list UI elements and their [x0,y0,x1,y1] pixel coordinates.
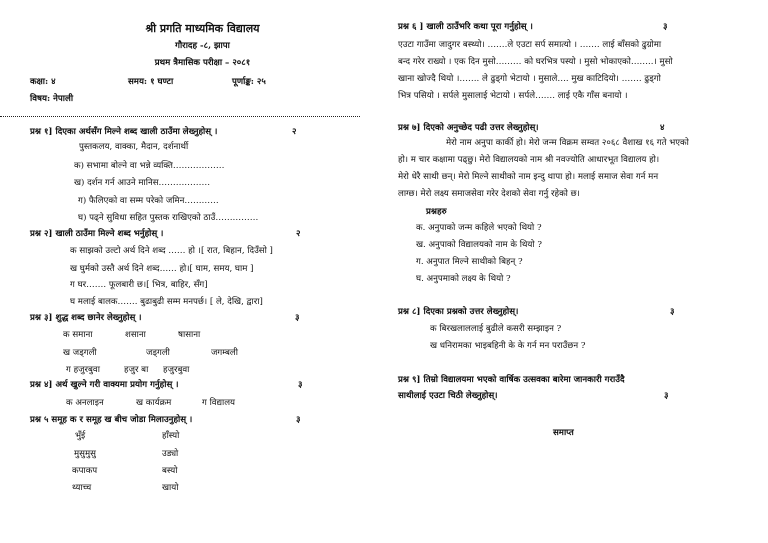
school-name: श्री प्रगति माध्यमिक विद्यालय [145,22,260,35]
q1-item: क) सभामा बोल्ने वा भन्ने व्यक्ति……………… [74,161,225,171]
q8-title: प्रश्न ८] दिएका प्रश्नको उत्तर लेख्नुहोस्। [398,307,519,317]
q7-questions-label: प्रश्नहरु [426,207,447,217]
q5-group-b-item: उड्यो [162,449,179,459]
q7-marks: ४ [660,123,665,133]
q9-title: प्रश्न ९] तिम्रो विद्यालयमा भएको वार्षिक उत्सवका बारेमा जानकारी गराउँदै [398,375,625,385]
q8-question: ख धनिरामका भाइबहिनी के के गर्न मन पराउँछन ? [430,341,586,351]
q5-group-b-item: बस्यो [162,466,178,476]
q3-option: जड्गली [146,348,170,358]
q9-title-cont: साथीलाई एउटा चिठी लेख्नुहोस्। [398,391,498,401]
q2-title: प्रश्न २] खाली ठाउँमा मिल्ने शब्द भर्नुहोस् । [30,229,164,239]
time-label: समय: १ घण्टा [128,77,174,87]
q3-option: हजुरबुवा [163,365,190,375]
exam-title: प्रथम त्रैमासिक परीक्षा – २०८१ [154,58,251,68]
q3-title: प्रश्न ३] शुद्ध शब्द छानेर लेख्नुहोस् । [30,313,142,323]
q7-question: क. अनुपाको जन्म कहिले भएको थियो ? [416,223,542,233]
q6-title: प्रश्न ६ ] खाली ठाउँभरि कथा पूरा गर्नुहोस् । [398,22,533,32]
q3-option: ख जड्गली [63,348,97,358]
q7-question: घ. अनुपमाको लक्ष्य के थियो ? [416,274,511,284]
q5-group-a-item: भुँई [75,431,86,441]
q6-story-line: भित्र पसियो । सर्पले मुसालाई भेटायो । सर्पले……. लाई एकै गाँस बनायो । [398,91,628,101]
q1-item: ग) फैलिएको वा सम्म परेको जमिन………… [78,196,219,206]
q6-marks: ३ [663,22,668,32]
q5-group-b-item: खायो [162,483,179,493]
q4-marks: ३ [298,380,303,390]
q4-title: प्रश्न ४] अर्थ खुल्ने गरी वाक्यमा प्रयोग गर्नुहोस् । [30,380,179,390]
full-marks-label: पूर्णाङ्क: २५ [232,77,266,87]
q5-group-a-item: मुसुमुसु [74,449,96,459]
q7-question: ग. अनुपात मिल्ने साथीको बिहन् ? [416,257,523,267]
q7-passage-line: मेरो नाम अनुपा कार्की हो। मेरो जन्म विक्रम सम्वत २०६८ वैशाख १६ गते भएको [446,138,689,148]
q3-marks: ३ [295,313,300,323]
q1-word-bank: पुस्तकलय, वाक्‍का, मैदान, दर्शनार्थी [79,142,189,152]
q1-title: प्रश्न १] दिएका अर्थसँग मिल्ने शब्द खाली ठाउँमा लेख्नुहोस् । [30,127,218,137]
q5-marks: ३ [296,415,301,425]
q4-item: ग विद्यालय [202,398,236,408]
q3-option: ग हजुरबुवा [66,365,100,375]
q3-option: शसाना [125,330,146,340]
q9-marks: ३ [664,391,669,401]
q7-question: ख. अनुपाको विद्यालयको नाम के थियो ? [416,240,542,250]
q5-group-a-item: थ्याच्च [72,483,92,493]
q5-group-a-item: कपाकप [72,466,98,476]
q6-story-line: बन्द गरेर राख्यो । एक दिन मुसो……… को घरभित्र पस्यो । मुसो भोकाएको……..। मुसो [398,57,673,67]
q6-story-line: एउटा गाउँमा जादुगर बस्थ्यो। …….ले एउटा सर्प समात्यो । ……. लाई बाँसको ढुग्रोमा [398,40,662,50]
q3-option: जगम्बली [211,348,238,358]
q1-item: घ) पढ्ने सुविधा सहित पुस्तक राखिएको ठाउँ…………… [78,213,259,223]
q2-item: ग घर……. फूलबारी छ।[ भित्र, बाहिर, सँग] [70,280,208,290]
q1-item: ख) दर्शन गर्न आउने मानिस……………… [74,178,211,188]
school-address: गौरादह -८, झापा [175,41,230,51]
q2-item: ख घुर्मको उस्तै अर्थ दिने शब्द…… हो।[ घाम, समय, घाम ] [70,264,254,274]
q7-passage-line: मेरो धेरै साथी छन्। मेरो मिल्ने साथीको नाम इन्दु थापा हो। मलाई समाज सेवा गर्न मन [398,172,659,182]
q4-item: क अनलाइन [66,398,104,408]
q3-option: हजुर बा [124,365,149,375]
q2-marks: २ [296,229,301,239]
q4-item: ख कार्यक्रम [136,398,172,408]
q7-title: प्रश्न ७] दिएको अनुच्छेद पढी उत्तर लेख्नुहोस्। [398,123,539,133]
q1-marks: २ [292,127,297,137]
q5-title: प्रश्न ५ समूह क र समूह ख बीच जोडा मिलाउनुहोस् । [30,415,193,425]
class-label: कक्षा: ४ [30,77,56,87]
q3-option: षासाना [178,330,201,340]
q8-question: क बिरखलाललाई बुढीले कसरी सम्झाइन ? [430,324,562,334]
q8-marks: ३ [670,307,675,317]
subject-label: विषय: नेपाली [30,94,74,104]
header-divider [0,116,360,117]
q6-story-line: खाना खोज्दै थियो ।……. ले ढुड्गो भेटायो । मुसाले…. मुख काटिदियो। ……. ढुड्गो [398,74,661,84]
q7-passage-line: हो। म चार कक्षामा पढ्छु। मेरो विद्यालयको नाम श्री नवज्योति आधारभूत विद्यालय हो। [398,155,660,165]
q2-item: क साझको उल्टो अर्थ दिने शब्द …… हो ।[ रात, बिहान, दिउँसो ] [70,246,273,256]
q5-group-b-item: हाँस्यो [162,431,180,441]
q3-option: क समाना [63,330,93,340]
q7-passage-line: लाग्छ। मेरो लक्ष्य समाजसेवा गरेर देशको सेवा गर्नु रहेको छ। [398,189,580,199]
end-marker: समाप्त [553,428,574,438]
q2-item: घ मलाई बालक……. बुढाबुढी सम्म मनपर्छ। [ ले, देखि, द्वारा] [70,297,263,307]
